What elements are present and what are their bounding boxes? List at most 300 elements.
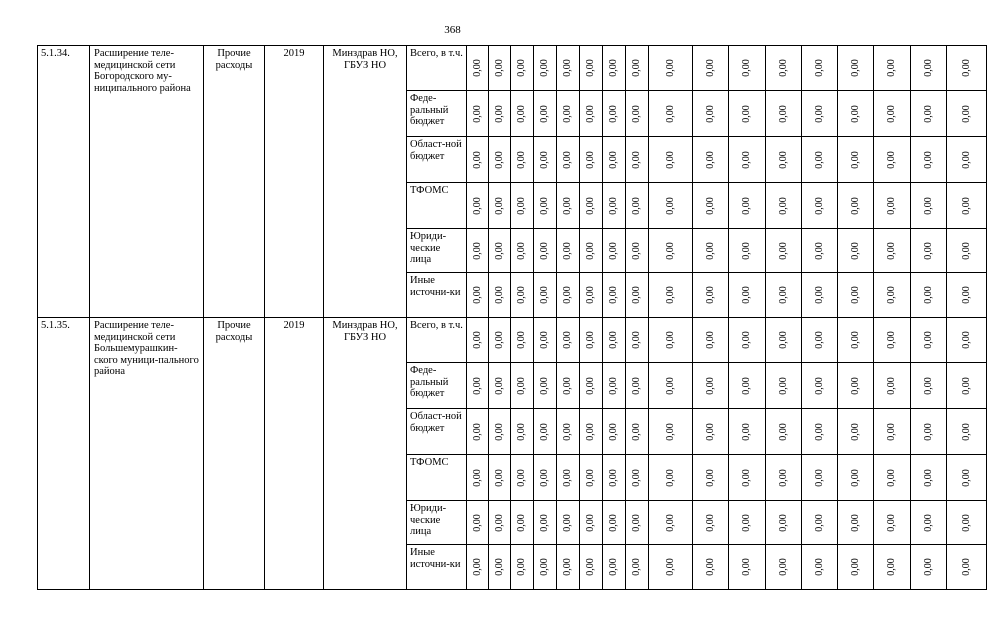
value-text: 0,00 (664, 286, 676, 304)
value-text: 0,00 (922, 469, 934, 487)
funding-source-label: Област-ной бюджет (407, 137, 467, 183)
value-text: 0,00 (922, 558, 934, 576)
value-cell (626, 137, 649, 183)
value-text: 0,00 (562, 197, 573, 215)
value-text: 0,00 (849, 286, 861, 304)
value-cell (947, 455, 987, 501)
table-row (38, 46, 987, 91)
value-text: 0,00 (493, 59, 505, 77)
value-text: 0,00 (539, 423, 550, 441)
value-cell (467, 137, 489, 183)
value-text: 0,00 (849, 242, 861, 260)
value-cell (534, 545, 557, 590)
value-cell (729, 455, 766, 501)
value-text: 0,00 (664, 558, 676, 576)
value-cell (911, 318, 947, 363)
value-cell (802, 229, 838, 273)
value-cell (947, 318, 987, 363)
value-cell (626, 501, 649, 545)
value-text: 0,00 (960, 286, 972, 304)
value-cell (911, 545, 947, 590)
value-cell (467, 318, 489, 363)
value-text: 0,00 (813, 514, 825, 532)
value-cell (467, 229, 489, 273)
value-text: 0,00 (777, 514, 789, 532)
value-text: 0,00 (664, 151, 676, 169)
value-cell (911, 363, 947, 409)
value-text: 0,00 (704, 558, 716, 576)
value-cell (911, 273, 947, 318)
value-text: 0,00 (471, 558, 483, 576)
value-text: 0,00 (741, 331, 752, 349)
value-cell (947, 137, 987, 183)
value-cell (874, 137, 911, 183)
value-text: 0,00 (539, 331, 550, 349)
value-cell (467, 273, 489, 318)
value-text: 0,00 (562, 105, 573, 123)
value-cell (911, 501, 947, 545)
value-cell (603, 409, 626, 455)
value-cell (729, 137, 766, 183)
funding-source-label: Иные источни-ки (407, 273, 467, 318)
value-text: 0,00 (631, 469, 642, 487)
value-text: 0,00 (539, 105, 550, 123)
value-text: 0,00 (516, 469, 527, 487)
value-cell (580, 409, 603, 455)
value-cell (649, 91, 693, 137)
value-cell (511, 318, 534, 363)
value-text: 0,00 (562, 242, 573, 260)
value-cell (649, 545, 693, 590)
value-text: 0,00 (741, 242, 752, 260)
value-text: 0,00 (813, 151, 825, 169)
value-cell (802, 409, 838, 455)
value-cell (766, 46, 802, 91)
value-text: 0,00 (813, 286, 825, 304)
value-cell (603, 318, 626, 363)
value-text: 0,00 (585, 286, 596, 304)
value-text: 0,00 (562, 469, 573, 487)
value-cell (511, 229, 534, 273)
value-cell (693, 545, 729, 590)
value-cell (467, 501, 489, 545)
value-cell (649, 137, 693, 183)
value-text: 0,00 (741, 59, 752, 77)
value-text: 0,00 (585, 105, 596, 123)
value-text: 0,00 (562, 514, 573, 532)
value-cell (649, 46, 693, 91)
value-text: 0,00 (960, 151, 972, 169)
value-cell (947, 183, 987, 229)
value-cell (947, 409, 987, 455)
value-text: 0,00 (493, 197, 505, 215)
value-text: 0,00 (960, 469, 972, 487)
value-cell (511, 501, 534, 545)
value-cell (626, 229, 649, 273)
value-text: 0,00 (849, 558, 861, 576)
value-text: 0,00 (922, 105, 934, 123)
item-year: 2019 (265, 318, 324, 590)
value-text: 0,00 (704, 469, 716, 487)
value-cell (874, 545, 911, 590)
value-text: 0,00 (849, 151, 861, 169)
value-cell (874, 501, 911, 545)
value-text: 0,00 (777, 469, 789, 487)
value-cell (534, 46, 557, 91)
value-text: 0,00 (664, 242, 676, 260)
value-text: 0,00 (741, 377, 752, 395)
value-cell (467, 545, 489, 590)
value-cell (802, 137, 838, 183)
funding-source-label: Всего, в т.ч. (407, 318, 467, 363)
value-text: 0,00 (493, 423, 505, 441)
value-text: 0,00 (777, 558, 789, 576)
value-cell (489, 545, 511, 590)
value-text: 0,00 (585, 59, 596, 77)
value-text: 0,00 (608, 514, 619, 532)
value-text: 0,00 (741, 423, 752, 441)
value-text: 0,00 (777, 105, 789, 123)
value-text: 0,00 (886, 514, 897, 532)
value-cell (489, 273, 511, 318)
value-cell (911, 137, 947, 183)
value-cell (580, 91, 603, 137)
value-cell (874, 409, 911, 455)
value-text: 0,00 (608, 197, 619, 215)
value-cell (874, 273, 911, 318)
value-cell (729, 46, 766, 91)
value-cell (802, 545, 838, 590)
value-text: 0,00 (741, 469, 752, 487)
value-text: 0,00 (886, 59, 897, 77)
value-text: 0,00 (471, 331, 483, 349)
value-cell (626, 183, 649, 229)
value-cell (693, 455, 729, 501)
value-text: 0,00 (493, 286, 505, 304)
funding-source-label: Юриди-ческие лица (407, 501, 467, 545)
value-cell (649, 183, 693, 229)
funding-source-label: Феде-ральный бюджет (407, 363, 467, 409)
value-cell (838, 229, 874, 273)
value-text: 0,00 (608, 423, 619, 441)
value-cell (649, 501, 693, 545)
value-cell (802, 318, 838, 363)
value-cell (947, 363, 987, 409)
value-text: 0,00 (631, 242, 642, 260)
value-text: 0,00 (849, 469, 861, 487)
value-text: 0,00 (777, 377, 789, 395)
value-cell (626, 545, 649, 590)
value-cell (557, 137, 580, 183)
value-text: 0,00 (813, 59, 825, 77)
value-text: 0,00 (631, 423, 642, 441)
value-text: 0,00 (516, 242, 527, 260)
value-cell (489, 455, 511, 501)
value-cell (838, 318, 874, 363)
value-text: 0,00 (849, 59, 861, 77)
value-text: 0,00 (631, 377, 642, 395)
item-category: Прочие расходы (204, 46, 265, 318)
value-cell (766, 229, 802, 273)
value-cell (467, 455, 489, 501)
value-text: 0,00 (849, 377, 861, 395)
item-number: 5.1.34. (38, 46, 90, 318)
value-cell (603, 46, 626, 91)
value-cell (580, 229, 603, 273)
value-text: 0,00 (516, 151, 527, 169)
value-cell (766, 273, 802, 318)
value-text: 0,00 (777, 242, 789, 260)
value-text: 0,00 (704, 197, 716, 215)
value-cell (467, 409, 489, 455)
value-text: 0,00 (493, 377, 505, 395)
value-text: 0,00 (813, 377, 825, 395)
item-executor: Минздрав НО, ГБУЗ НО (324, 46, 407, 318)
value-text: 0,00 (562, 377, 573, 395)
value-cell (626, 46, 649, 91)
value-text: 0,00 (849, 331, 861, 349)
value-text: 0,00 (539, 514, 550, 532)
value-text: 0,00 (664, 197, 676, 215)
item-number: 5.1.35. (38, 318, 90, 590)
value-text: 0,00 (849, 197, 861, 215)
value-text: 0,00 (471, 423, 483, 441)
value-cell (489, 91, 511, 137)
value-cell (580, 545, 603, 590)
value-text: 0,00 (960, 331, 972, 349)
value-cell (729, 183, 766, 229)
value-text: 0,00 (471, 514, 483, 532)
value-cell (534, 318, 557, 363)
value-cell (729, 363, 766, 409)
value-text: 0,00 (585, 151, 596, 169)
value-text: 0,00 (777, 286, 789, 304)
value-text: 0,00 (813, 469, 825, 487)
item-year: 2019 (265, 46, 324, 318)
value-text: 0,00 (886, 105, 897, 123)
value-text: 0,00 (664, 105, 676, 123)
value-text: 0,00 (922, 151, 934, 169)
value-text: 0,00 (849, 105, 861, 123)
value-cell (802, 273, 838, 318)
value-cell (838, 409, 874, 455)
value-cell (693, 409, 729, 455)
value-text: 0,00 (741, 197, 752, 215)
value-cell (603, 137, 626, 183)
value-cell (557, 409, 580, 455)
value-text: 0,00 (704, 377, 716, 395)
value-cell (838, 545, 874, 590)
value-text: 0,00 (585, 558, 596, 576)
value-cell (603, 545, 626, 590)
value-text: 0,00 (471, 242, 483, 260)
value-text: 0,00 (493, 105, 505, 123)
value-cell (534, 363, 557, 409)
value-cell (911, 455, 947, 501)
value-cell (489, 363, 511, 409)
value-cell (911, 183, 947, 229)
value-cell (838, 273, 874, 318)
value-cell (511, 545, 534, 590)
value-cell (802, 455, 838, 501)
value-text: 0,00 (608, 286, 619, 304)
value-text: 0,00 (562, 331, 573, 349)
value-cell (626, 91, 649, 137)
value-text: 0,00 (631, 331, 642, 349)
value-cell (511, 91, 534, 137)
value-text: 0,00 (539, 286, 550, 304)
value-text: 0,00 (704, 59, 716, 77)
funding-source-label: Иные источни-ки (407, 545, 467, 590)
value-cell (693, 46, 729, 91)
value-text: 0,00 (960, 377, 972, 395)
value-text: 0,00 (516, 105, 527, 123)
value-text: 0,00 (664, 514, 676, 532)
value-text: 0,00 (539, 377, 550, 395)
value-cell (626, 455, 649, 501)
value-cell (649, 273, 693, 318)
value-cell (626, 273, 649, 318)
value-text: 0,00 (516, 377, 527, 395)
value-cell (511, 137, 534, 183)
value-text: 0,00 (813, 423, 825, 441)
value-text: 0,00 (813, 558, 825, 576)
value-text: 0,00 (664, 59, 676, 77)
value-text: 0,00 (704, 514, 716, 532)
value-text: 0,00 (516, 423, 527, 441)
value-cell (766, 137, 802, 183)
value-text: 0,00 (608, 151, 619, 169)
value-text: 0,00 (960, 197, 972, 215)
value-text: 0,00 (608, 377, 619, 395)
value-text: 0,00 (539, 242, 550, 260)
funding-source-label: ТФОМС (407, 183, 467, 229)
value-cell (580, 46, 603, 91)
value-text: 0,00 (922, 242, 934, 260)
value-cell (729, 318, 766, 363)
value-cell (580, 183, 603, 229)
value-text: 0,00 (886, 286, 897, 304)
value-text: 0,00 (585, 514, 596, 532)
value-cell (729, 545, 766, 590)
value-text: 0,00 (539, 151, 550, 169)
item-executor: Минздрав НО, ГБУЗ НО (324, 318, 407, 590)
value-text: 0,00 (585, 423, 596, 441)
value-text: 0,00 (922, 331, 934, 349)
value-text: 0,00 (493, 331, 505, 349)
value-cell (838, 91, 874, 137)
funding-source-label: Област-ной бюджет (407, 409, 467, 455)
value-cell (511, 363, 534, 409)
value-text: 0,00 (960, 105, 972, 123)
value-cell (534, 183, 557, 229)
value-cell (802, 46, 838, 91)
value-text: 0,00 (813, 105, 825, 123)
value-cell (489, 409, 511, 455)
value-cell (766, 409, 802, 455)
funding-source-label: Юриди-ческие лица (407, 229, 467, 273)
value-text: 0,00 (777, 331, 789, 349)
value-text: 0,00 (608, 105, 619, 123)
value-cell (467, 46, 489, 91)
value-text: 0,00 (886, 242, 897, 260)
item-category: Прочие расходы (204, 318, 265, 590)
value-text: 0,00 (960, 423, 972, 441)
value-cell (649, 318, 693, 363)
value-text: 0,00 (960, 514, 972, 532)
page-number: 368 (444, 24, 461, 36)
value-text: 0,00 (585, 242, 596, 260)
value-text: 0,00 (471, 59, 483, 77)
value-cell (874, 91, 911, 137)
value-text: 0,00 (471, 197, 483, 215)
value-text: 0,00 (631, 105, 642, 123)
value-text: 0,00 (886, 331, 897, 349)
value-cell (580, 318, 603, 363)
value-text: 0,00 (608, 242, 619, 260)
value-cell (802, 91, 838, 137)
value-cell (693, 229, 729, 273)
value-text: 0,00 (585, 469, 596, 487)
value-text: 0,00 (886, 197, 897, 215)
value-cell (766, 183, 802, 229)
value-cell (580, 501, 603, 545)
value-cell (911, 409, 947, 455)
value-cell (603, 183, 626, 229)
value-cell (947, 501, 987, 545)
value-text: 0,00 (777, 59, 789, 77)
value-cell (557, 91, 580, 137)
value-text: 0,00 (585, 331, 596, 349)
value-text: 0,00 (539, 59, 550, 77)
value-cell (557, 46, 580, 91)
value-cell (489, 318, 511, 363)
value-text: 0,00 (493, 469, 505, 487)
value-cell (693, 183, 729, 229)
value-cell (557, 273, 580, 318)
value-text: 0,00 (922, 286, 934, 304)
value-text: 0,00 (704, 286, 716, 304)
value-cell (580, 455, 603, 501)
value-text: 0,00 (960, 558, 972, 576)
value-text: 0,00 (922, 59, 934, 77)
value-cell (911, 91, 947, 137)
value-cell (802, 501, 838, 545)
value-cell (802, 363, 838, 409)
value-cell (874, 363, 911, 409)
value-cell (626, 318, 649, 363)
value-text: 0,00 (516, 286, 527, 304)
value-text: 0,00 (886, 558, 897, 576)
value-cell (649, 409, 693, 455)
value-text: 0,00 (516, 331, 527, 349)
value-text: 0,00 (922, 377, 934, 395)
value-text: 0,00 (631, 514, 642, 532)
value-cell (557, 455, 580, 501)
value-text: 0,00 (516, 558, 527, 576)
value-text: 0,00 (516, 197, 527, 215)
value-cell (947, 91, 987, 137)
value-cell (947, 229, 987, 273)
value-text: 0,00 (813, 197, 825, 215)
value-cell (649, 363, 693, 409)
value-cell (874, 318, 911, 363)
value-cell (838, 363, 874, 409)
value-cell (729, 229, 766, 273)
value-text: 0,00 (922, 423, 934, 441)
value-cell (729, 501, 766, 545)
value-cell (511, 409, 534, 455)
